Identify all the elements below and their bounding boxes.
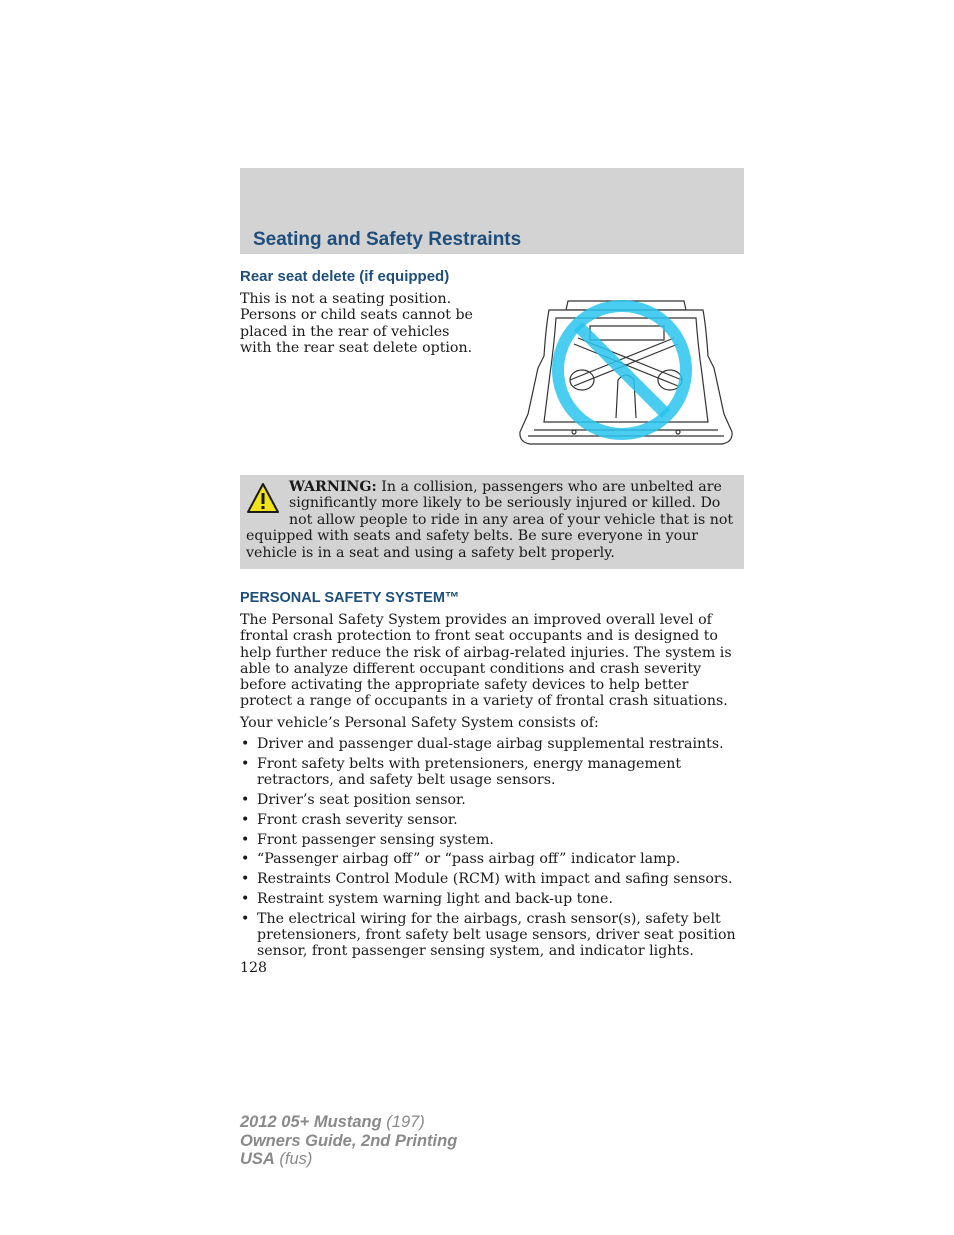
footer-market-code: (fus) xyxy=(274,1150,313,1168)
list-item xyxy=(240,756,744,789)
footer-guide: Owners Guide, 2nd Printing xyxy=(240,1131,458,1150)
bullet: • xyxy=(241,890,250,907)
footer-line-3 xyxy=(240,1150,457,1169)
list-item xyxy=(240,871,744,887)
bullet: • xyxy=(241,851,250,868)
warning-triangle-icon xyxy=(246,482,280,516)
bullet: • xyxy=(241,736,250,753)
pss-body xyxy=(240,612,744,963)
bullet: • xyxy=(241,831,250,848)
warning-label: WARNING: xyxy=(289,479,377,495)
footer-market: USA xyxy=(240,1150,275,1168)
rear-seat-heading: Rear seat delete (if equipped) xyxy=(240,268,450,285)
pss-heading: PERSONAL SAFETY SYSTEM™ xyxy=(240,590,460,606)
page-number: 128 xyxy=(240,960,268,976)
no-seating-prohibition-icon xyxy=(512,296,740,448)
document-footer xyxy=(240,1113,457,1169)
pss-list-intro: Your vehicle’s Personal Safety System consists of: xyxy=(240,714,599,731)
list-item-text: Driver’s seat position sensor. xyxy=(257,791,466,808)
footer-model-code: (197) xyxy=(381,1113,425,1131)
list-item xyxy=(240,792,744,808)
list-item-text: Restraint system warning light and back-up tone. xyxy=(257,890,613,907)
list-item xyxy=(240,812,744,828)
list-item xyxy=(240,832,744,848)
list-item xyxy=(240,911,744,960)
list-item-text: Driver and passenger dual-stage airbag supplemental restraints. xyxy=(257,736,724,753)
rear-seat-delete-illustration xyxy=(512,296,740,448)
list-item-text: Restraints Control Module (RCM) with impact and safing sensors. xyxy=(257,871,733,888)
bullet: • xyxy=(241,755,250,772)
pss-paragraph: The Personal Safety System provides an improved overall level of frontal crash protection to front seat occupants and is designed to help further reduce the risk of airbag-related injuries. The system is able to analyze different occupant conditions and crash severity before activating the appropriate safety devices to help better protect a range of occupants in a variety of frontal crash situations. xyxy=(240,612,732,710)
section-title: Seating and Safety Restraints xyxy=(253,229,522,250)
warning-box xyxy=(240,475,744,569)
footer-model: 2012 05+ Mustang xyxy=(240,1113,382,1131)
list-item-text: “Passenger airbag off” or “pass airbag off” indicator lamp. xyxy=(257,851,681,868)
list-item xyxy=(240,851,744,867)
footer-line-1 xyxy=(240,1113,457,1132)
warning-text: In a collision, passengers who are unbelted are significantly more likely to be seriously injured or killed. Do not allow people to ride in any area of your vehicle that is not equipped with seats and safety belts. Be sure everyone in your vehicle is in a seat and using a safety belt properly. xyxy=(246,479,734,561)
list-item-text: The electrical wiring for the airbags, crash sensor(s), safety belt pretensioners, front safety belt usage sensors, driver seat position sensor, front passenger sensing system, and indicator lights. xyxy=(257,910,736,960)
list-item-text: Front crash severity sensor. xyxy=(257,811,458,828)
list-item-text: Front safety belts with pretensioners, energy management retractors, and safety belt usage sensors. xyxy=(257,755,682,789)
footer-line-2 xyxy=(240,1132,457,1151)
list-item xyxy=(240,891,744,907)
rear-seat-body: This is not a seating position. Persons or child seats cannot be placed in the rear of vehicles with the rear seat delete option. xyxy=(240,291,473,357)
bullet: • xyxy=(241,910,250,927)
bullet: • xyxy=(241,811,250,828)
list-item xyxy=(240,736,744,752)
list-item-text: Front passenger sensing system. xyxy=(257,831,494,848)
pss-component-list xyxy=(240,736,744,960)
bullet: • xyxy=(241,871,250,888)
bullet: • xyxy=(241,791,250,808)
